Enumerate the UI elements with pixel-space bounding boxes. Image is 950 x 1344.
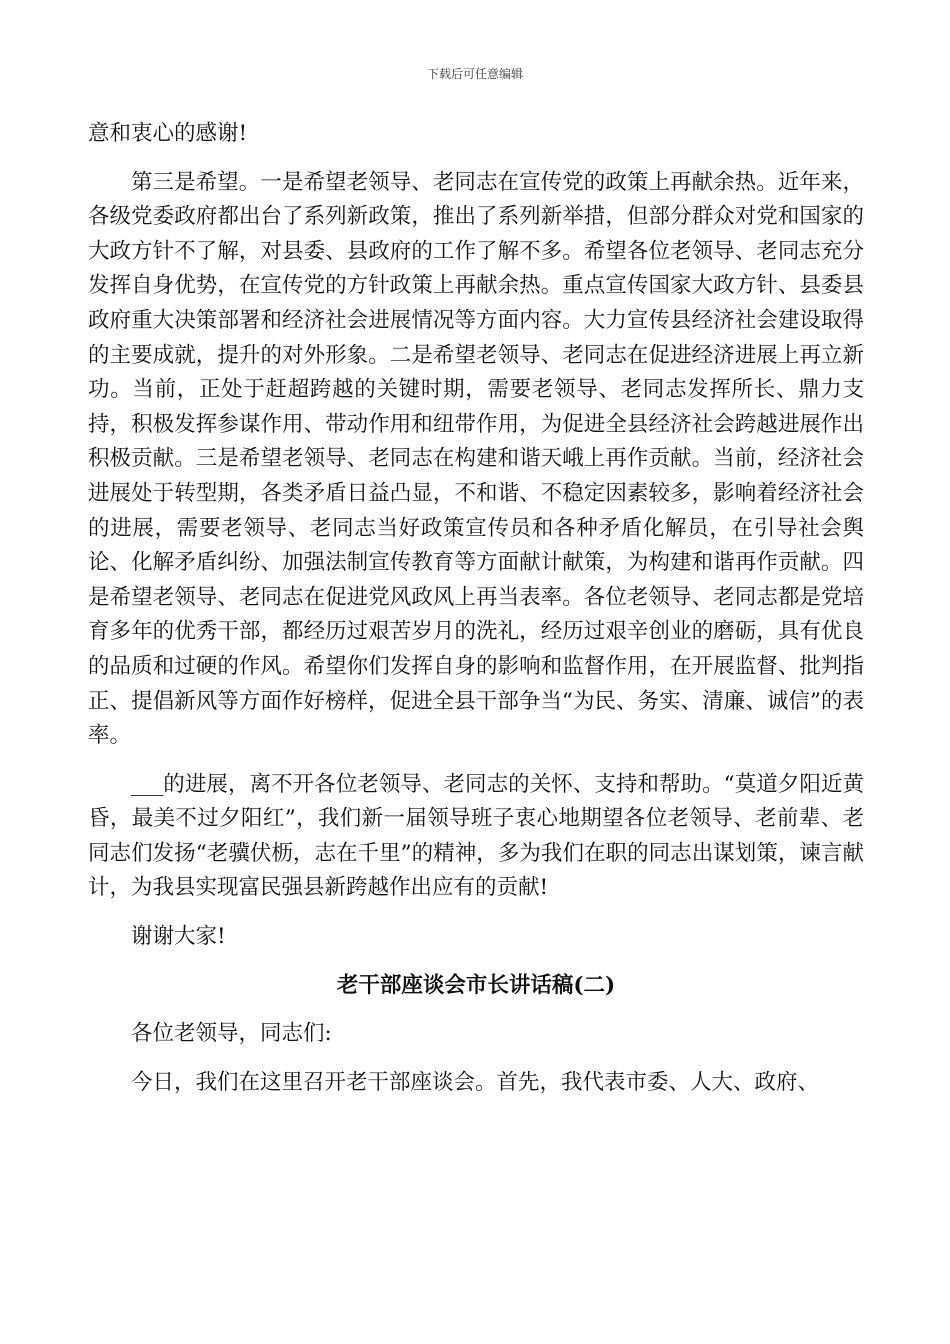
paragraph-third-hope: 第三是希望。一是希望老领导、老同志在宣传党的政策上再献余热。近年来，各级党委政府都出台了系列新政策，推出了系列新举措，但部分群众对党和国家的大政方针不了解，对县委、县政府的工作了解不多。希望各位老领导、老同志充分发挥自身优势，在宣传党的方针政策上再献余热。重点宣传国家大政方针、县委县政府重大决策部署和经济社会进展情况等方面内容。大力宣传县经济社会建设取得的主要成就，提升的对外形象。二是希望老领导、老同志在促进经济进展上再立新功。当前，正处于赶超跨越的关键时期，需要老领导、老同志发挥所长、鼎力支持，积极发挥参谋作用、带动作用和纽带作用，为促进全县经济社会跨越进展作出积极贡献。三是希望老领导、老同志在构建和谐天峨上再作贡献。当前，经济社会进展处于转型期，各类矛盾日益凸显，不和谐、不稳定因素较多，影响着经济社会的进展，需要老领导、老同志当好政策宣传员和各种矛盾化解员，在引导社会舆论、化解矛盾纠纷、加强法制宣传教育等方面献计献策，为构建和谐再作贡献。四是希望老领导、老同志在促进党风政风上再当表率。各位老领导、老同志都是党培育多年的优秀干部，都经历过艰苦岁月的洗礼，经历过艰辛创业的磨砺，具有优良的品质和过硬的作风。希望你们发挥自身的影响和监督作用，在开展监督、批判指正、提倡新风等方面作好榜样，促进全县干部争当“为民、务实、清廉、诚信”的表率。: [88, 169, 864, 749]
paragraph-continued: 意和衷心的感谢!: [88, 121, 248, 146]
section-title: 老干部座谈会市长讲话稿(二): [336, 972, 616, 998]
paragraph-today: 今日，我们在这里召开老干部座谈会。首先，我代表市委、人大、政府、: [131, 1069, 820, 1095]
paragraph-progress: ___的进展，离不开各位老领导、老同志的关怀、支持和帮助。“莫道夕阳近黄昏，最美不过夕阳红”，我们新一届领导班子衷心地期望各位老领导、老前辈、老同志们发扬“老骥伏枥，志在千里”的精神，多为我们在职的同志出谋划策，谏言献计，为我县实现富民强县新跨越作出应有的贡献!: [88, 771, 864, 901]
greeting: 各位老领导，同志们:: [131, 1021, 332, 1047]
paragraph-thanks: 谢谢大家!: [131, 924, 226, 950]
page-header-note: 下载后可任意编辑: [426, 67, 523, 81]
document-body: [88, 117, 864, 1100]
